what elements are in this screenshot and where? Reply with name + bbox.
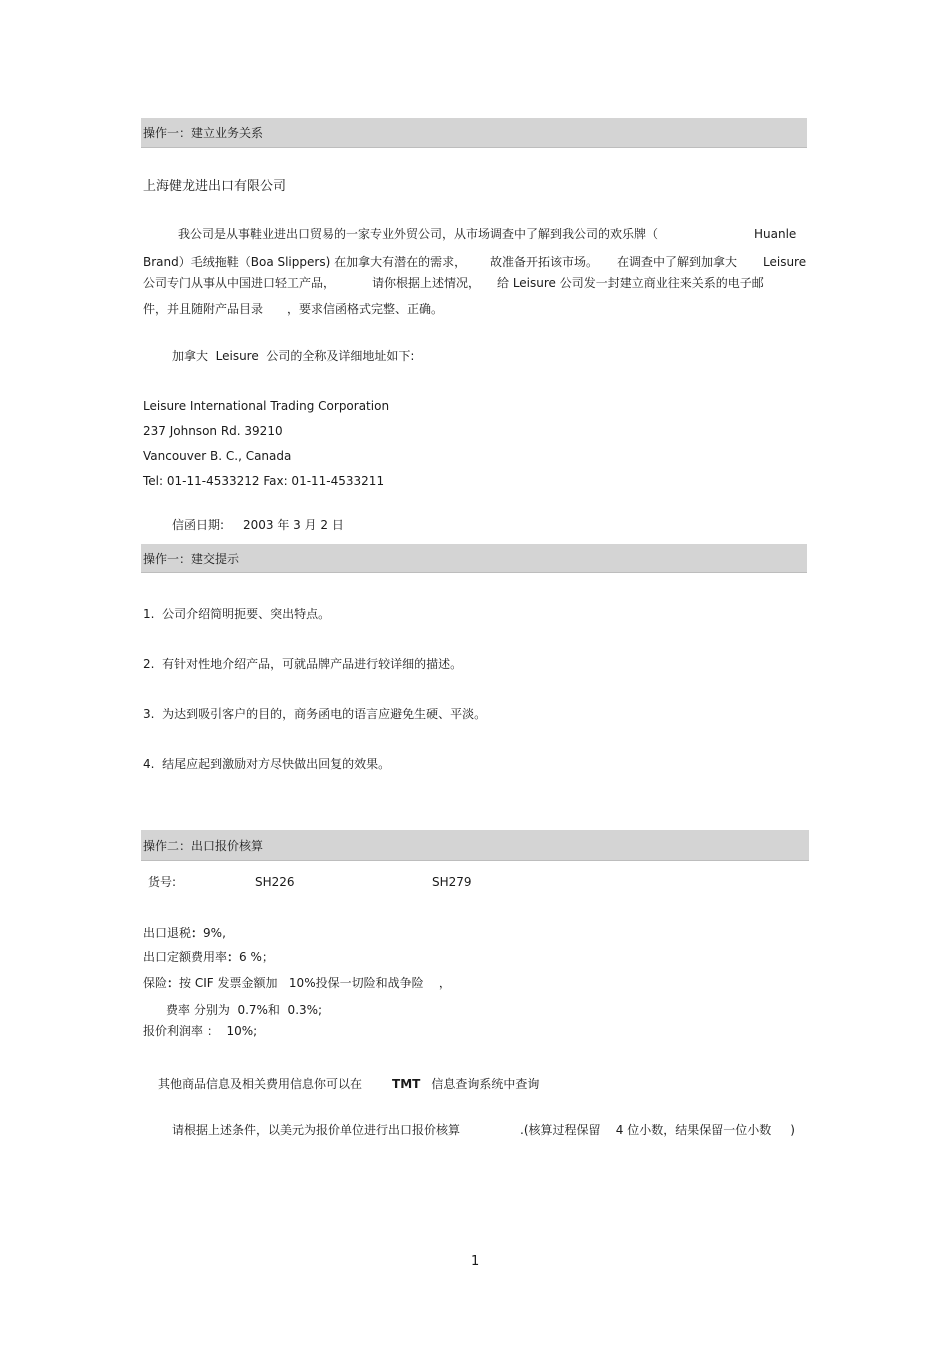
profit-rate: 报价利润率 ： 10%;	[143, 1024, 258, 1038]
insurance-rates: 费率 分别为 0.7%和 0.3%;	[166, 1003, 323, 1017]
info-note	[158, 1078, 539, 1090]
section-title: 操作一：建交提示	[143, 551, 240, 566]
para-line-2a: Brand）毛绒拖鞋（Boa Slippers) 在加拿大有潜在的需求，	[143, 255, 467, 269]
fixed-cost-sep: ：	[227, 950, 240, 964]
fixed-cost-value: 6 %；	[239, 950, 274, 964]
address-line: Leisure International Trading Corporation	[143, 399, 390, 413]
insurance	[143, 977, 451, 989]
para-line-2d: Leisure	[763, 255, 807, 269]
address-line: 237 Johnson Rd. 39210	[143, 424, 283, 438]
page-number: 1	[471, 1254, 480, 1269]
insurance-label: 保险	[143, 976, 168, 990]
para-line-3c: 给 Leisure 公司发一封建立商业往来关系的电子邮	[497, 276, 764, 290]
calc-request-a: 请根据上述条件，以美元为报价单位进行出口报价核算	[172, 1123, 461, 1137]
letter-date-label: 信函日期:	[172, 518, 225, 532]
para-line-1b: Huanle	[754, 227, 797, 241]
tax-refund	[143, 927, 226, 939]
item-number: SH279	[432, 875, 472, 889]
letter-date-value: 2003 年 3 月 2 日	[243, 518, 344, 532]
tip-item: 4. 结尾应起到激励对方尽快做出回复的效果。	[143, 757, 391, 771]
calc-request-b: .(核算过程保留 4 位小数，结果保留一位小数 )	[520, 1123, 795, 1137]
address-intro: 加拿大 Leisure 公司的全称及详细地址如下:	[172, 349, 415, 363]
address-line: Tel: 01-11-4533212 Fax: 01-11-4533211	[143, 474, 385, 488]
info-note-c: 信息查询系统中查询	[431, 1077, 540, 1091]
tip-item: 3. 为达到吸引客户的目的，商务函电的语言应避免生硬、平淡。	[143, 707, 487, 721]
item-label: 货号:	[148, 875, 177, 889]
insurance-text: 按 CIF 发票金额加 10%投保一切险和战争险 ，	[179, 976, 451, 990]
section-title: 操作二：出口报价核算	[143, 838, 264, 853]
section-header-price-calc	[141, 830, 809, 861]
para-line-4a: 件，并且随附产品目录	[143, 302, 264, 316]
para-line-2b: 故准备开拓该市场。	[490, 255, 599, 269]
tip-item: 1. 公司介绍简明扼要、突出特点。	[143, 607, 331, 621]
tip-item: 2. 有针对性地介绍产品，可就品牌产品进行较详细的描述。	[143, 657, 463, 671]
item-number: SH226	[255, 875, 295, 889]
section-header-establish-relations	[141, 118, 807, 148]
para-line-2c: 在调查中了解到加拿大	[617, 255, 738, 269]
tax-refund-sep: ：	[191, 926, 204, 940]
section-title: 操作一：建立业务关系	[143, 126, 264, 140]
company-name: 上海健龙进出口有限公司	[143, 179, 287, 194]
para-line-3b: 请你根据上述情况，	[372, 276, 481, 290]
address-line: Vancouver B. C., Canada	[143, 449, 292, 463]
fixed-cost-rate	[143, 951, 274, 963]
para-line-3a: 公司专门从事从中国进口轻工产品，	[143, 276, 336, 290]
insurance-sep: ：	[167, 976, 180, 990]
tax-refund-value: 9%,	[203, 926, 226, 940]
tax-refund-label: 出口退税	[143, 926, 192, 940]
info-note-system: TMT	[392, 1077, 421, 1091]
info-note-a: 其他商品信息及相关费用信息你可以在	[158, 1077, 363, 1091]
fixed-cost-label: 出口定额费用率	[143, 950, 228, 964]
para-line-1a: 我公司是从事鞋业进出口贸易的一家专业外贸公司，从市场调查中了解到我公司的欢乐牌（	[178, 227, 659, 241]
section-header-tips	[141, 544, 807, 573]
para-line-4b: ，要求信函格式完整、正确。	[287, 302, 444, 316]
